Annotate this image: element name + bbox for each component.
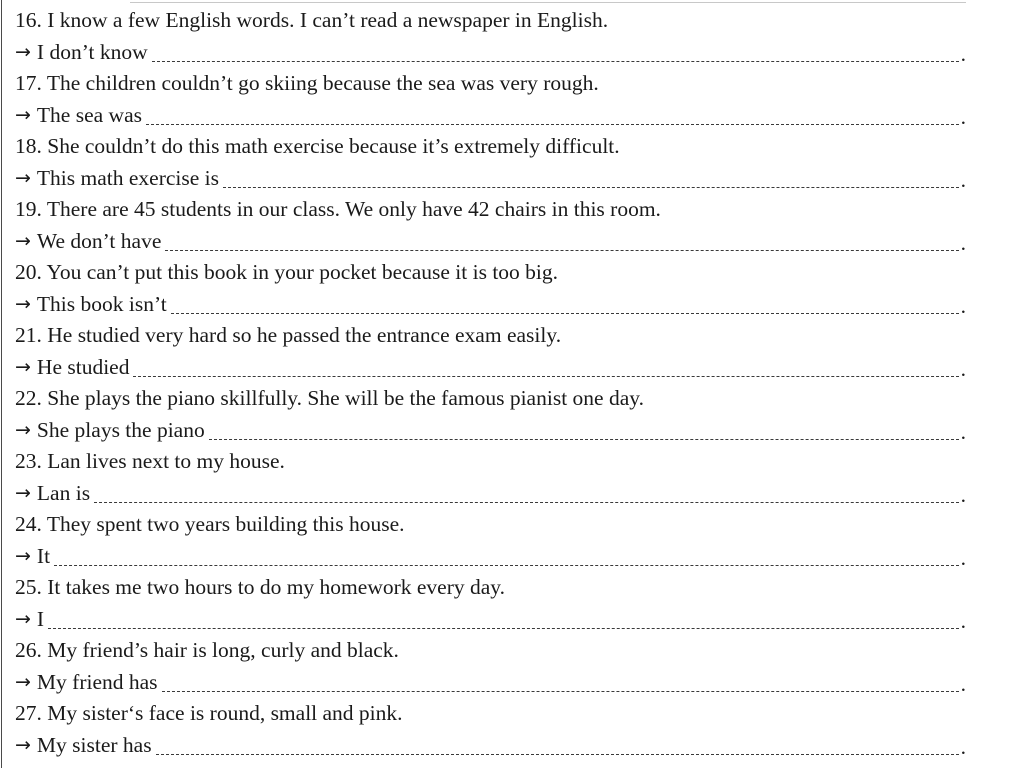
answer-end: .	[960, 609, 966, 633]
exercise-prompt: 25. It takes me two hours to do my homework every day.	[15, 575, 506, 599]
answer-line	[15, 729, 966, 761]
answer-blank[interactable]	[48, 606, 959, 629]
exercise-prompt: 19. There are 45 students in our class. We only have 42 chairs in this room.	[15, 197, 661, 221]
exercise-item-22	[15, 383, 966, 446]
exercise-prompt: 16. I know a few English words. I can’t read a newspaper in English.	[15, 8, 609, 32]
answer-line	[15, 288, 966, 320]
answer-stem: He studied	[36, 355, 130, 379]
answer-end: .	[960, 294, 966, 318]
answer-end: .	[960, 105, 966, 129]
answer-stem: This book isn’t	[36, 292, 167, 316]
right-arrow-icon: →	[15, 167, 31, 189]
right-arrow-icon: →	[15, 419, 31, 441]
cutoff-text-fragment	[15, 760, 495, 768]
exercise-item-26	[15, 635, 966, 698]
answer-blank[interactable]	[223, 165, 959, 188]
answer-end: .	[960, 546, 966, 570]
right-arrow-icon: →	[15, 671, 31, 693]
answer-stem: We don’t have	[36, 229, 162, 253]
answer-end: .	[960, 42, 966, 66]
exercise-item-23	[15, 446, 966, 509]
answer-stem: The sea was	[36, 103, 142, 127]
answer-blank[interactable]	[152, 39, 959, 62]
exercise-item-21	[15, 320, 966, 383]
exercise-prompt: 18. She couldn’t do this math exercise because it’s extremely difficult.	[15, 134, 620, 158]
right-arrow-icon: →	[15, 41, 31, 63]
right-arrow-icon: →	[15, 734, 31, 756]
right-arrow-icon: →	[15, 230, 31, 252]
answer-line	[15, 477, 966, 509]
right-arrow-icon: →	[15, 545, 31, 567]
exercise-item-16	[15, 5, 966, 68]
answer-stem: I don’t know	[36, 40, 148, 64]
next-item-cutoff	[15, 760, 495, 768]
right-arrow-icon: →	[15, 356, 31, 378]
exercise-item-25	[15, 572, 966, 635]
answer-blank[interactable]	[209, 417, 959, 440]
exercise-prompt: 23. Lan lives next to my house.	[15, 449, 285, 473]
answer-end: .	[960, 735, 966, 759]
right-arrow-icon: →	[15, 104, 31, 126]
answer-blank[interactable]	[133, 354, 958, 377]
exercise-item-18	[15, 131, 966, 194]
answer-stem: I	[36, 607, 45, 631]
exercise-item-17	[15, 68, 966, 131]
answer-blank[interactable]	[165, 228, 958, 251]
answer-end: .	[960, 231, 966, 255]
answer-line	[15, 540, 966, 572]
exercise-prompt: 22. She plays the piano skillfully. She will be the famous pianist one day.	[15, 386, 644, 410]
answer-blank[interactable]	[162, 669, 959, 692]
exercise-item-19	[15, 194, 966, 257]
exercise-item-24	[15, 509, 966, 572]
exercise-prompt: 24. They spent two years building this house.	[15, 512, 405, 536]
answer-stem: It	[36, 544, 51, 568]
answer-blank[interactable]	[54, 543, 959, 566]
answer-line	[15, 414, 966, 446]
exercise-prompt: 26. My friend’s hair is long, curly and black.	[15, 638, 399, 662]
exercise-prompt: 17. The children couldn’t go skiing because the sea was very rough.	[15, 71, 599, 95]
answer-line	[15, 666, 966, 698]
right-arrow-icon: →	[15, 293, 31, 315]
answer-stem: This math exercise is	[36, 166, 220, 190]
answer-blank[interactable]	[146, 102, 959, 125]
answer-stem: My sister has	[36, 733, 152, 757]
exercise-prompt: 27. My sister‘s face is round, small and pink.	[15, 701, 403, 725]
answer-stem: She plays the piano	[36, 418, 205, 442]
answer-end: .	[960, 420, 966, 444]
answer-line	[15, 225, 966, 257]
top-divider	[130, 2, 966, 3]
answer-stem: My friend has	[36, 670, 158, 694]
exercise-prompt: 20. You can’t put this book in your pocket because it is too big.	[15, 260, 559, 284]
exercise-prompt: 21. He studied very hard so he passed the entrance exam easily.	[15, 323, 562, 347]
answer-line	[15, 162, 966, 194]
answer-end: .	[960, 483, 966, 507]
exercise-item-20	[15, 257, 966, 320]
exercise-item-27	[15, 698, 966, 761]
answer-blank[interactable]	[94, 480, 959, 503]
answer-end: .	[960, 357, 966, 381]
answer-stem: Lan is	[36, 481, 91, 505]
answer-end: .	[960, 672, 966, 696]
answer-line	[15, 351, 966, 383]
right-arrow-icon: →	[15, 608, 31, 630]
right-arrow-icon: →	[15, 482, 31, 504]
answer-line	[15, 603, 966, 635]
answer-line	[15, 99, 966, 131]
answer-blank[interactable]	[171, 291, 959, 314]
answer-end: .	[960, 168, 966, 192]
answer-line	[15, 36, 966, 68]
page-left-border	[1, 0, 2, 768]
answer-blank[interactable]	[156, 732, 959, 755]
